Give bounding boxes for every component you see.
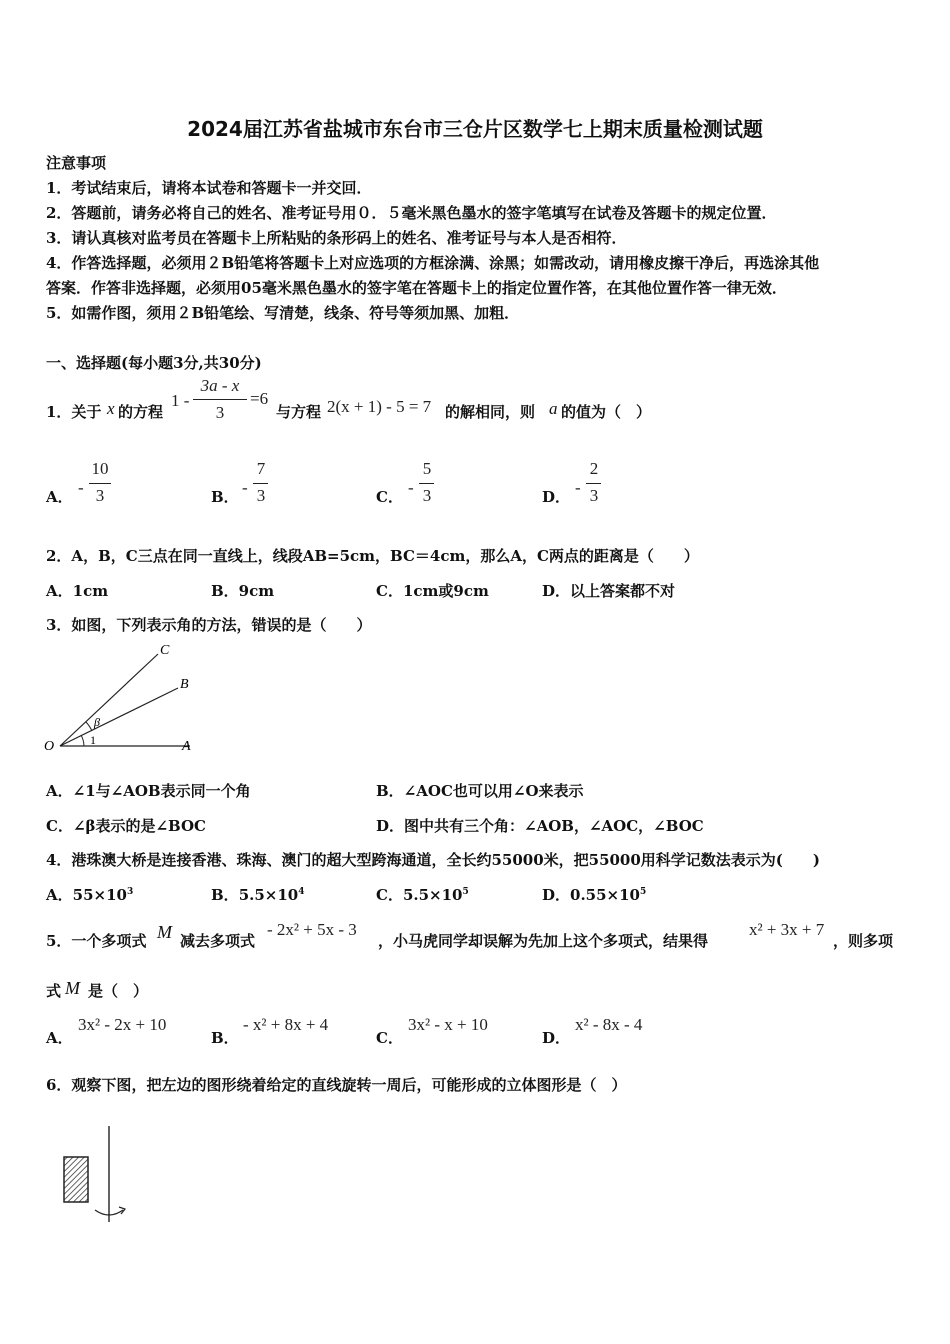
- notes-item: 答案．作答非选择题，必须用05毫米黑色墨水的签字笔在答题卡上的指定位置作答，在其他位置作答一律无效．: [46, 279, 787, 297]
- page-title: 2024届江苏省盐城市东台市三仓片区数学七上期末质量检测试题: [187, 117, 763, 141]
- q1-option-b-den: 3: [256, 486, 266, 505]
- q1-option-c-sign: -: [408, 478, 414, 497]
- q1-eq1-fraction-bar: [193, 399, 247, 400]
- q3-text: 3．如图，下列表示角的方法，错误的是（ ）: [46, 616, 372, 634]
- q3-angle-figure: [40, 640, 200, 760]
- q1-option-c-label[interactable]: C．: [376, 488, 403, 506]
- q6-rotation-figure: [55, 1118, 145, 1228]
- q4-option-b-exp: 4: [298, 887, 305, 897]
- q1-option-a-num: 10: [91, 459, 109, 478]
- q5-text-2: 减去多项式: [180, 932, 256, 950]
- q5-option-b-expr: - x² + 8x + 4: [243, 1015, 329, 1034]
- q5-var-m: M: [157, 922, 172, 942]
- q4-option-c-exp: 5: [462, 887, 469, 897]
- ray-oc: [60, 654, 158, 746]
- q1-eq2: 2(x + 1) - 5 = 7: [327, 397, 432, 416]
- fraction-bar: [419, 483, 434, 484]
- q4-option-b[interactable]: [211, 884, 305, 905]
- notes-item: 3．请认真核对监考员在答题卡上所粘贴的条形码上的姓名、准考证号与本人是否相符．: [46, 229, 627, 247]
- q1-text-5: 的值为（ ）: [561, 403, 652, 421]
- q3-option-b[interactable]: B．∠AOC也可以用∠O来表示: [376, 782, 584, 800]
- q5-text-3: ，小马虎同学却误解为先加上这个多项式，结果得: [378, 932, 709, 950]
- q1-option-d-den: 3: [589, 486, 599, 505]
- q3-option-c[interactable]: C．∠β表示的是∠BOC: [46, 817, 206, 835]
- fraction-bar: [586, 483, 601, 484]
- q2-option-c[interactable]: C．1cm或9cm: [376, 582, 489, 600]
- q2-option-b[interactable]: B．9cm: [211, 582, 275, 600]
- q1-option-b-sign: -: [242, 478, 248, 497]
- q4-option-c[interactable]: [376, 884, 469, 905]
- q1-option-a-label[interactable]: A．: [46, 488, 73, 506]
- q4-option-a[interactable]: [46, 884, 133, 905]
- q1-option-a-sign: -: [78, 478, 84, 497]
- q4-option-a-exp: 3: [126, 887, 134, 897]
- q4-option-a-label: A．: [46, 886, 73, 904]
- notes-item: 5．如需作图，须用２B铅笔绘、写清楚，线条、符号等须加黑、加粗．: [46, 304, 520, 322]
- q2-option-d[interactable]: D．以上答案都不对: [542, 582, 676, 600]
- label-1: 1: [90, 733, 96, 747]
- q1-text-4: 的解相同，则: [445, 403, 536, 421]
- fraction-bar: [89, 483, 111, 484]
- q5-option-c-label[interactable]: C．: [376, 1029, 403, 1047]
- q2-option-a[interactable]: A．1cm: [46, 582, 109, 600]
- angle-1-arc: [81, 735, 84, 746]
- label-a: A: [182, 739, 191, 754]
- q5-option-b-label[interactable]: B．: [211, 1029, 239, 1047]
- q1-text-1: 1．关于: [46, 403, 102, 421]
- q4-text: 4．港珠澳大桥是连接香港、珠海、澳门的超大型跨海通道，全长约55000米，把55000用科学记数法表示为( ): [46, 851, 821, 869]
- q1-option-d-sign: -: [575, 478, 581, 497]
- q5-expr2: x² + 3x + 7: [749, 920, 825, 939]
- angle-beta-arc: [86, 722, 92, 731]
- q1-var-x: x: [107, 399, 115, 418]
- q1-option-c-den: 3: [422, 486, 432, 505]
- q4-option-b-base: 5.5×10: [238, 886, 299, 904]
- q5-var-m2: M: [65, 978, 80, 998]
- q4-option-c-base: 5.5×10: [402, 886, 463, 904]
- q4-option-a-base: 55×10: [72, 886, 127, 904]
- q1-eq1-left: 1 -: [171, 391, 190, 410]
- q1-text-3: 与方程: [276, 403, 322, 421]
- notes-heading: 注意事项: [46, 154, 107, 172]
- q5-option-a-expr: 3x² - 2x + 10: [78, 1015, 167, 1034]
- q3-option-d[interactable]: D．图中共有三个角：∠AOB，∠AOC，∠BOC: [376, 817, 704, 835]
- label-beta: β: [94, 715, 100, 729]
- label-o: O: [44, 739, 55, 754]
- q4-option-b-label: B．: [211, 886, 239, 904]
- q4-option-d-label: D．: [542, 886, 571, 904]
- q4-option-d-base: 0.55×10: [570, 886, 640, 904]
- q1-option-c-num: 5: [422, 459, 432, 478]
- q5-option-d-expr: x² - 8x - 4: [575, 1015, 643, 1034]
- q1-eq1-denominator: 3: [215, 403, 225, 422]
- q2-text: 2．A，B，C三点在同一直线上，线段AB=5cm，BC＝4cm，那么A，C两点的距离是（ ）: [46, 547, 699, 565]
- q1-option-d-label[interactable]: D．: [542, 488, 571, 506]
- q5-text-6: 是（ ）: [88, 982, 149, 1000]
- q5-option-d-label[interactable]: D．: [542, 1029, 571, 1047]
- q5-text-1: 5．一个多项式: [46, 932, 147, 950]
- q6-text: 6．观察下图，把左边的图形绕着给定的直线旋转一周后，可能形成的立体图形是（ ）: [46, 1076, 627, 1094]
- q5-option-c-expr: 3x² - x + 10: [408, 1015, 488, 1034]
- fraction-bar: [253, 483, 268, 484]
- q1-eq1-numerator: 3a - x: [200, 376, 240, 395]
- q1-text-2: 的方程: [118, 403, 164, 421]
- q3-option-a[interactable]: A．∠1与∠AOB表示同一个角: [46, 782, 251, 800]
- q5-option-a-label[interactable]: A．: [46, 1029, 73, 1047]
- notes-item: 2．答题前，请务必将自己的姓名、准考证号用０．５毫米黑色墨水的签字笔填写在试卷及答题卡的规定位置．: [46, 204, 777, 222]
- q1-var-a: a: [549, 399, 558, 418]
- q4-option-d[interactable]: [542, 884, 646, 905]
- section-heading: 一、选择题(每小题3分,共30分): [46, 354, 262, 372]
- q5-expr1: - 2x² + 5x - 3: [267, 920, 357, 939]
- q1-option-b-label[interactable]: B．: [211, 488, 239, 506]
- q4-option-c-label: C．: [376, 886, 403, 904]
- q1-eq1-right: =6: [250, 389, 269, 408]
- hatched-rectangle: [64, 1157, 88, 1202]
- q1-option-a-den: 3: [95, 486, 105, 505]
- q5-text-4: ，则多项: [833, 932, 894, 950]
- q5-text-5: 式: [46, 982, 62, 1000]
- q4-option-d-exp: 5: [640, 887, 647, 897]
- ray-ob: [60, 688, 178, 746]
- q1-option-b-num: 7: [256, 459, 266, 478]
- notes-item: 4．作答选择题，必须用２B铅笔将答题卡上对应选项的方框涂满、涂黑；如需改动，请用橡皮擦干净后，再选涂其他: [46, 254, 820, 272]
- label-b: B: [180, 677, 189, 692]
- notes-item: 1．考试结束后，请将本试卷和答题卡一并交回．: [46, 179, 372, 197]
- q1-option-d-num: 2: [589, 459, 599, 478]
- label-c: C: [160, 643, 170, 658]
